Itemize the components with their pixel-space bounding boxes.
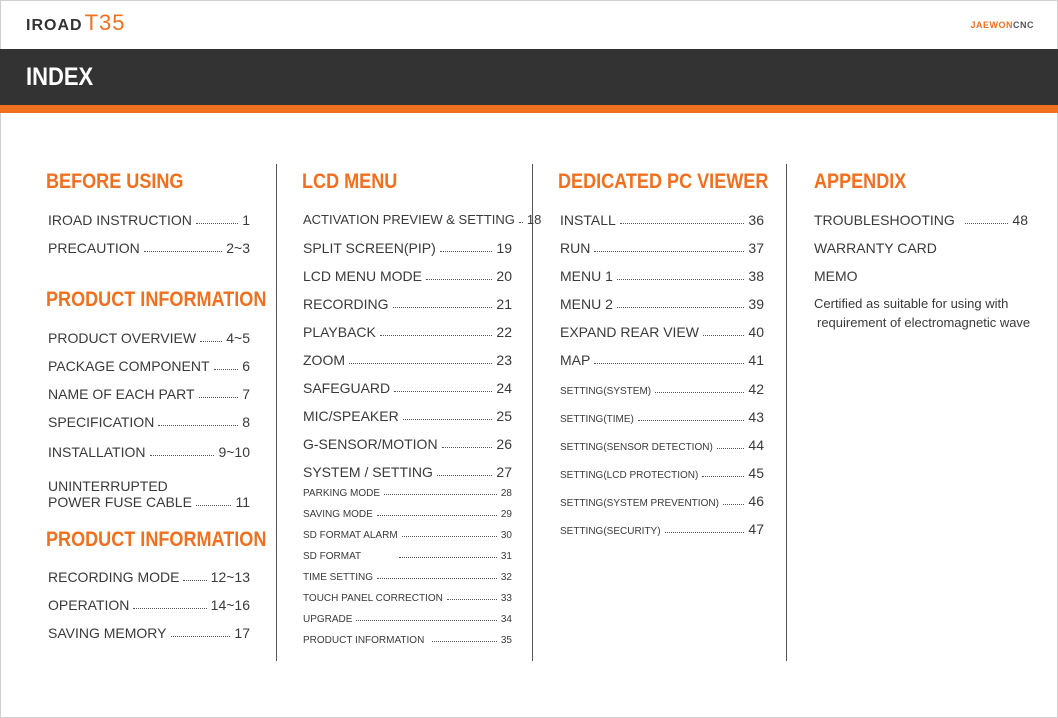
toc-label: POWER FUSE CABLE bbox=[48, 494, 192, 510]
toc-page: 40 bbox=[748, 324, 764, 340]
toc-label: MAP bbox=[560, 352, 591, 368]
toc-entry bbox=[48, 569, 250, 585]
section-title: DEDICATED PC VIEWER bbox=[558, 170, 769, 193]
brand-name: IROAD bbox=[26, 17, 83, 34]
leader-dots bbox=[655, 392, 744, 393]
toc-page: 12~13 bbox=[210, 569, 250, 585]
toc-label: SAVING MODE bbox=[303, 509, 373, 520]
toc-label: MENU 2 bbox=[560, 296, 613, 312]
maker-logo bbox=[970, 20, 1034, 30]
leader-dots bbox=[703, 335, 744, 336]
toc-page: 46 bbox=[748, 493, 764, 509]
toc-page: 30 bbox=[500, 530, 512, 541]
appendix-item: WARRANTY CARD bbox=[814, 240, 937, 256]
leader-dots bbox=[200, 341, 222, 342]
leader-dots bbox=[638, 420, 745, 421]
toc-page: 22 bbox=[496, 324, 512, 340]
toc-page: 24 bbox=[496, 380, 512, 396]
toc-page: 37 bbox=[748, 240, 764, 256]
toc-label: OPERATION bbox=[48, 597, 130, 613]
toc-label: PACKAGE COMPONENT bbox=[48, 358, 210, 374]
toc-label: SPECIFICATION bbox=[48, 414, 155, 430]
leader-dots bbox=[394, 391, 492, 392]
toc-label: ACTIVATION PREVIEW & SETTING bbox=[303, 212, 515, 227]
appendix-item: MEMO bbox=[814, 268, 858, 284]
toc-entry-small bbox=[303, 572, 512, 583]
leader-dots bbox=[158, 425, 238, 426]
toc-page: 7 bbox=[242, 386, 250, 402]
leader-dots bbox=[519, 222, 523, 223]
toc-entry bbox=[303, 464, 512, 480]
toc-entry bbox=[560, 352, 764, 368]
toc-page: 26 bbox=[496, 436, 512, 452]
toc-label: ZOOM bbox=[303, 352, 345, 368]
toc-label: SPLIT SCREEN(PIP) bbox=[303, 240, 436, 256]
toc-page: 39 bbox=[748, 296, 764, 312]
toc-label: SETTING(SYSTEM) bbox=[560, 386, 652, 397]
leader-dots bbox=[384, 494, 497, 495]
leader-dots bbox=[214, 369, 239, 370]
leader-dots bbox=[620, 223, 745, 224]
toc-page: 25 bbox=[496, 408, 512, 424]
toc-label: MENU 1 bbox=[560, 268, 613, 284]
section-title: PRODUCT INFORMATION bbox=[46, 528, 267, 551]
toc-page: 36 bbox=[748, 212, 764, 228]
toc-label: TROUBLESHOOTING bbox=[814, 212, 955, 228]
toc-page: 2~3 bbox=[226, 240, 250, 256]
leader-dots bbox=[380, 335, 493, 336]
toc-page: 8 bbox=[242, 414, 250, 430]
leader-dots bbox=[437, 475, 493, 476]
toc-page: 20 bbox=[496, 268, 512, 284]
toc-label: SETTING(LCD PROTECTION) bbox=[560, 470, 699, 481]
toc-page: 6 bbox=[242, 358, 250, 374]
toc-page: 18 bbox=[526, 212, 542, 227]
toc-page: 29 bbox=[500, 509, 512, 520]
toc-entry bbox=[303, 296, 512, 312]
toc-label: PRECAUTION bbox=[48, 240, 140, 256]
toc-label: SETTING(SENSOR DETECTION) bbox=[560, 442, 713, 453]
toc-label: RECORDING bbox=[303, 296, 389, 312]
leader-dots bbox=[717, 448, 745, 449]
column-divider bbox=[532, 164, 533, 661]
leader-dots bbox=[440, 251, 493, 252]
toc-label: TIME SETTING bbox=[303, 572, 373, 583]
toc-entry bbox=[560, 240, 764, 256]
toc-label: MIC/SPEAKER bbox=[303, 408, 399, 424]
toc-label: PRODUCT INFORMATION bbox=[303, 635, 425, 646]
toc-label: G-SENSOR/MOTION bbox=[303, 436, 438, 452]
toc-label: RECORDING MODE bbox=[48, 569, 180, 585]
section-title: LCD MENU bbox=[302, 170, 398, 193]
toc-label: SETTING(SECURITY) bbox=[560, 526, 661, 537]
toc-page: 33 bbox=[500, 593, 512, 604]
toc-entry-small bbox=[560, 493, 764, 509]
toc-entry bbox=[560, 268, 764, 284]
toc-entry-small bbox=[560, 381, 764, 397]
leader-dots bbox=[393, 307, 493, 308]
leader-dots bbox=[442, 447, 493, 448]
toc-entry-small bbox=[303, 488, 512, 499]
toc-page: 44 bbox=[748, 437, 764, 453]
certification-note: Certified as suitable for using with bbox=[814, 296, 1009, 311]
toc-page: 4~5 bbox=[226, 330, 250, 346]
toc-page: 45 bbox=[748, 465, 764, 481]
toc-page: 14~16 bbox=[210, 597, 250, 613]
toc-entry bbox=[560, 212, 764, 228]
leader-dots bbox=[426, 279, 492, 280]
leader-dots bbox=[199, 397, 239, 398]
toc-page: 41 bbox=[748, 352, 764, 368]
toc-label: INSTALL bbox=[560, 212, 616, 228]
toc-page: 11 bbox=[235, 494, 250, 510]
maker-name-a: JAEWON bbox=[970, 20, 1013, 30]
leader-dots bbox=[133, 608, 206, 609]
toc-entry bbox=[48, 330, 250, 346]
leader-dots bbox=[196, 505, 232, 506]
toc-entry bbox=[48, 625, 250, 641]
index-banner bbox=[0, 49, 1058, 105]
leader-dots bbox=[432, 641, 497, 642]
leader-dots bbox=[702, 476, 744, 477]
column-divider bbox=[786, 164, 787, 661]
toc-entry bbox=[48, 444, 250, 460]
toc-entry-small bbox=[560, 465, 764, 481]
toc-entry bbox=[48, 240, 250, 256]
leader-dots bbox=[617, 279, 745, 280]
accent-line bbox=[0, 105, 1058, 113]
toc-entry bbox=[48, 386, 250, 402]
toc-page: 31 bbox=[500, 551, 512, 562]
toc-entry-small bbox=[303, 530, 512, 541]
toc-label-line1: UNINTERRUPTED bbox=[48, 478, 168, 494]
toc-label: SYSTEM / SETTING bbox=[303, 464, 433, 480]
leader-dots bbox=[594, 251, 744, 252]
toc-entry bbox=[303, 212, 542, 227]
toc-label: SETTING(SYSTEM PREVENTION) bbox=[560, 498, 719, 509]
toc-page: 32 bbox=[500, 572, 512, 583]
leader-dots bbox=[965, 223, 1009, 224]
leader-dots bbox=[183, 580, 206, 581]
toc-entry-small bbox=[303, 509, 512, 520]
toc-page: 43 bbox=[748, 409, 764, 425]
leader-dots bbox=[356, 620, 496, 621]
toc-page: 35 bbox=[500, 635, 512, 646]
toc-label: SD FORMAT ALARM bbox=[303, 530, 398, 541]
leader-dots bbox=[171, 636, 231, 637]
leader-dots bbox=[144, 251, 222, 252]
toc-entry-small bbox=[303, 635, 512, 646]
toc-entry bbox=[303, 408, 512, 424]
toc-label: IROAD INSTRUCTION bbox=[48, 212, 192, 228]
certification-note: requirement of electromagnetic wave bbox=[817, 315, 1031, 330]
toc-entry bbox=[48, 597, 250, 613]
leader-dots bbox=[403, 419, 493, 420]
toc-entry bbox=[303, 240, 512, 256]
section-title: BEFORE USING bbox=[46, 170, 184, 193]
toc-entry bbox=[48, 414, 250, 430]
leader-dots bbox=[723, 504, 745, 505]
leader-dots bbox=[150, 455, 215, 456]
toc-label: PARKING MODE bbox=[303, 488, 381, 499]
leader-dots bbox=[447, 599, 497, 600]
toc-page: 17 bbox=[234, 625, 250, 641]
page-title: INDEX bbox=[26, 63, 94, 91]
leader-dots bbox=[196, 223, 238, 224]
leader-dots bbox=[402, 536, 497, 537]
toc-page: 34 bbox=[500, 614, 512, 625]
toc-label: PRODUCT OVERVIEW bbox=[48, 330, 197, 346]
toc-entry-small bbox=[303, 593, 512, 604]
leader-dots bbox=[377, 578, 497, 579]
toc-label: SETTING(TIME) bbox=[560, 414, 634, 425]
leader-dots bbox=[349, 363, 492, 364]
toc-label: SD FORMAT bbox=[303, 551, 362, 562]
toc-label: SAVING MEMORY bbox=[48, 625, 167, 641]
toc-entry bbox=[560, 296, 764, 312]
toc-entry bbox=[303, 436, 512, 452]
toc-entry-small bbox=[303, 614, 512, 625]
toc-entry bbox=[303, 380, 512, 396]
toc-label: SAFEGUARD bbox=[303, 380, 391, 396]
toc-label: EXPAND REAR VIEW bbox=[560, 324, 699, 340]
toc-entry bbox=[48, 358, 250, 374]
toc-entry bbox=[48, 212, 250, 228]
leader-dots bbox=[399, 557, 497, 558]
model-name: T35 bbox=[84, 10, 126, 35]
leader-dots bbox=[377, 515, 497, 516]
toc-page: 28 bbox=[500, 488, 512, 499]
toc-entry bbox=[48, 494, 250, 510]
toc-entry bbox=[303, 352, 512, 368]
maker-name-b: CNC bbox=[1013, 20, 1034, 30]
brand-logo bbox=[26, 10, 125, 36]
toc-page: 19 bbox=[496, 240, 512, 256]
column-divider bbox=[276, 164, 277, 661]
toc-page: 23 bbox=[496, 352, 512, 368]
toc-page: 48 bbox=[1012, 212, 1028, 228]
toc-label: NAME OF EACH PART bbox=[48, 386, 195, 402]
toc-page: 21 bbox=[496, 296, 512, 312]
toc-entry bbox=[560, 324, 764, 340]
leader-dots bbox=[665, 532, 745, 533]
toc-page: 42 bbox=[748, 381, 764, 397]
toc-label: RUN bbox=[560, 240, 591, 256]
toc-page: 27 bbox=[496, 464, 512, 480]
toc-entry-small bbox=[560, 521, 764, 537]
toc-page: 38 bbox=[748, 268, 764, 284]
toc-label: PLAYBACK bbox=[303, 324, 376, 340]
toc-entry bbox=[303, 268, 512, 284]
leader-dots bbox=[594, 363, 744, 364]
section-title: PRODUCT INFORMATION bbox=[46, 288, 267, 311]
toc-label: UPGRADE bbox=[303, 614, 353, 625]
toc-label: TOUCH PANEL CORRECTION bbox=[303, 593, 443, 604]
leader-dots bbox=[617, 307, 745, 308]
toc-entry bbox=[303, 324, 512, 340]
toc-page: 47 bbox=[748, 521, 764, 537]
toc-page: 9~10 bbox=[218, 444, 250, 460]
toc-label: LCD MENU MODE bbox=[303, 268, 423, 284]
toc-entry bbox=[814, 212, 1028, 228]
top-bar bbox=[0, 0, 1058, 48]
toc-entry-small bbox=[560, 437, 764, 453]
toc-entry-small bbox=[303, 551, 512, 562]
section-title: APPENDIX bbox=[814, 170, 907, 193]
toc-entry-small bbox=[560, 409, 764, 425]
toc-page: 1 bbox=[242, 212, 250, 228]
toc-label: INSTALLATION bbox=[48, 444, 146, 460]
